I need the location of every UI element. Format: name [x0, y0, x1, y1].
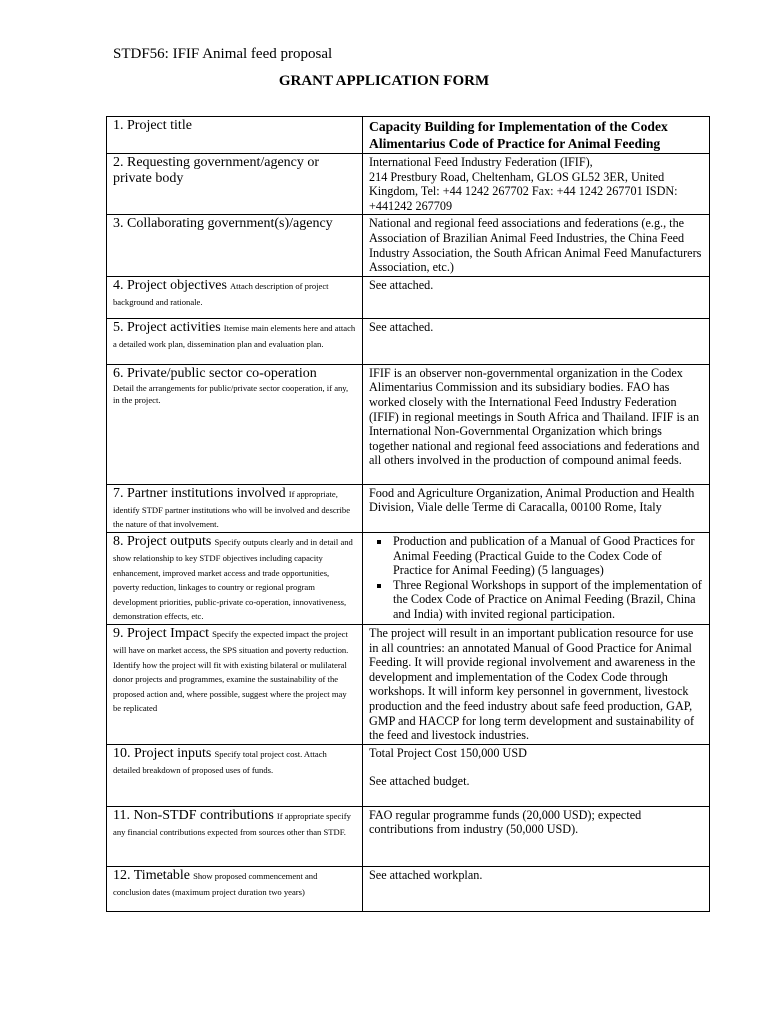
project-objectives-value-cell: [363, 276, 710, 318]
project-activities-label-cell: [107, 318, 363, 364]
row-label: 11. Non-STDF contributions: [113, 807, 274, 823]
row-project-activities: [107, 318, 710, 364]
row-private-public-cooperation: [107, 364, 710, 484]
cooperation-value-cell: [363, 364, 710, 484]
cooperation-label-cell: [107, 364, 363, 484]
timetable-label-cell: [107, 866, 363, 911]
project-impact-label-cell: [107, 624, 363, 744]
project-activities-value: See attached.: [369, 319, 434, 334]
project-impact-value-cell: [363, 624, 710, 744]
collaborating-agency-label-cell: [107, 215, 363, 276]
requesting-body-value-cell: [363, 154, 710, 215]
grant-application-table: [106, 116, 710, 912]
form-title: GRANT APPLICATION FORM: [278, 73, 490, 89]
requesting-body-address: 214 Prestbury Road, Cheltenham, GLOS GL52 3ER, United Kingdom, Tel: +44 1242 267702 Fax: +44 1242 267701 ISDN: +441242 267709: [369, 169, 678, 213]
row-timetable: [107, 866, 710, 911]
project-inputs-value-cell: [363, 744, 710, 806]
project-title-value: Capacity Building for Implementation of the Codex Alimentarius Code of Practice for Animal Feeding: [369, 119, 668, 151]
row-label: 12. Timetable: [113, 867, 191, 883]
collaborating-agency-value-cell: [363, 215, 710, 276]
project-objectives-label-cell: [107, 276, 363, 318]
requesting-body-label-cell: [107, 154, 363, 215]
row-hint: Specify total project cost. Attach detailed breakdown of proposed uses of funds.: [113, 748, 327, 775]
non-stdf-contributions-value: FAO regular programme funds (20,000 USD); expected contributions from industry (50,000 USD).: [369, 807, 642, 837]
row-hint: Show proposed commencement and conclusion dates (maximum project duration two years): [113, 870, 318, 897]
row-hint: If appropriate specify any financial contributions expected from sources other than STDF.: [113, 810, 351, 837]
project-objectives-value: See attached.: [369, 277, 434, 292]
row-partner-institutions: [107, 484, 710, 532]
row-hint: Detail the arrangements for public/private sector cooperation, if any, in the project.: [113, 382, 349, 405]
row-project-objectives: [107, 276, 710, 318]
row-label: 4. Project objectives: [113, 277, 227, 293]
project-title-value-cell: [363, 117, 710, 154]
project-outputs-label-cell: [107, 532, 363, 624]
requesting-body-name: International Feed Industry Federation (IFIF),: [369, 155, 593, 169]
project-inputs-label-cell: [107, 744, 363, 806]
row-hint: If appropriate, identify STDF partner institutions who will be involved and describe the nature of that involvement.: [113, 488, 351, 530]
project-outputs-value-cell: [363, 532, 710, 624]
timetable-value-cell: [363, 866, 710, 911]
partner-institutions-value-cell: [363, 484, 710, 532]
row-project-impact: [107, 624, 710, 744]
cooperation-value: IFIF is an observer non-governmental organization in the Codex Alimentarius Commission and its subsidiary bodies. FAO has worked closely with the International Feed Industry Federation (IFIF) in regional meetings in South Africa and Thailand. IFIF is an International Non-Governmental Organization which brings together national and regional feed associations and federations and all others involved in the production of compound animal feeds.: [369, 365, 700, 468]
row-label: 6. Private/public sector co-operation: [113, 365, 317, 381]
row-label: 5. Project activities: [113, 319, 221, 335]
timetable-value: See attached workplan.: [369, 867, 483, 882]
row-label: 9. Project Impact: [113, 625, 210, 641]
partner-institutions-label-cell: [107, 484, 363, 532]
row-collaborating-agency: [107, 215, 710, 276]
row-project-title: [107, 117, 710, 154]
row-label: 7. Partner institutions involved: [113, 485, 286, 501]
row-label: 1. Project title: [113, 118, 192, 133]
row-label: 10. Project inputs: [113, 745, 212, 761]
row-requesting-body: [107, 154, 710, 215]
row-non-stdf-contributions: [107, 806, 710, 866]
row-label: 8. Project outputs: [113, 533, 212, 549]
document-reference: STDF56: IFIF Animal feed proposal: [113, 46, 333, 62]
row-label: 2. Requesting government/agency or private body: [113, 155, 320, 186]
row-label: 3. Collaborating government(s)/agency: [113, 216, 333, 232]
project-activities-value-cell: [363, 318, 710, 364]
list-item: ▪ Production and publication of a Manual of Good Practices for Animal Feeding (Practical Guide to the Codex Code of Practice for Animal Feeding) (5 languages): [391, 534, 703, 578]
list-item: ▪ Three Regional Workshops in support of the implementation of the Codex Code of Practice on Animal Feeding (Brazil, China and India) with invited regional participation.: [391, 578, 703, 622]
attached-budget-note: See attached budget.: [369, 774, 470, 789]
project-impact-value: The project will result in an important publication resource for use in all countries: an annotated Manual of Good Practice for Animal Feeding. It will provide regional involvement and awareness in the development and implementation of the Codex Code through workshops. It will inform key personnel in government, livestock production and the feed industry about safe feed production, GAP, GMP and HACCP for long term development and sustainability of the feed and livestock industries.: [369, 625, 696, 743]
project-title-label-cell: [107, 117, 363, 154]
row-hint: Attach description of project background and rationale.: [113, 280, 329, 307]
row-project-outputs: [107, 532, 710, 624]
non-stdf-contributions-label-cell: [107, 806, 363, 866]
non-stdf-contributions-value-cell: [363, 806, 710, 866]
row-project-inputs: [107, 744, 710, 806]
total-project-cost: Total Project Cost 150,000 USD: [369, 745, 527, 760]
partner-institutions-value: Food and Agriculture Organization, Animal Production and Health Division, Viale delle Terme di Caracalla, 00100 Rome, Italy: [369, 485, 695, 515]
row-hint: Specify outputs clearly and in detail and show relationship to key STDF objectives including capacity enhancement, improved market access and trade opportunities, poverty reduction, linkages to country or regional program development priorities, public-private co-operation, innovativeness, demonstration effects, etc.: [113, 536, 353, 622]
project-outputs-list: [369, 534, 703, 622]
row-hint: Itemise main elements here and attach a detailed work plan, dissemination plan and evaluation plan.: [113, 322, 356, 349]
row-hint: Specify the expected impact the project will have on market access, the SPS situation and poverty reduction. Identify how the project will fit with existing bilateral or mulilateral donor projects and programmes, examine the sustainability of the proposed action and, where possible, suggest where the project may be replicated: [113, 628, 349, 714]
collaborating-agency-value: National and regional feed associations and federations (e.g., the Association of Brazilian Animal Feed Industries, the China Feed Industry Association, the South African Animal Feed Manufacturers Association, etc.): [369, 216, 702, 275]
